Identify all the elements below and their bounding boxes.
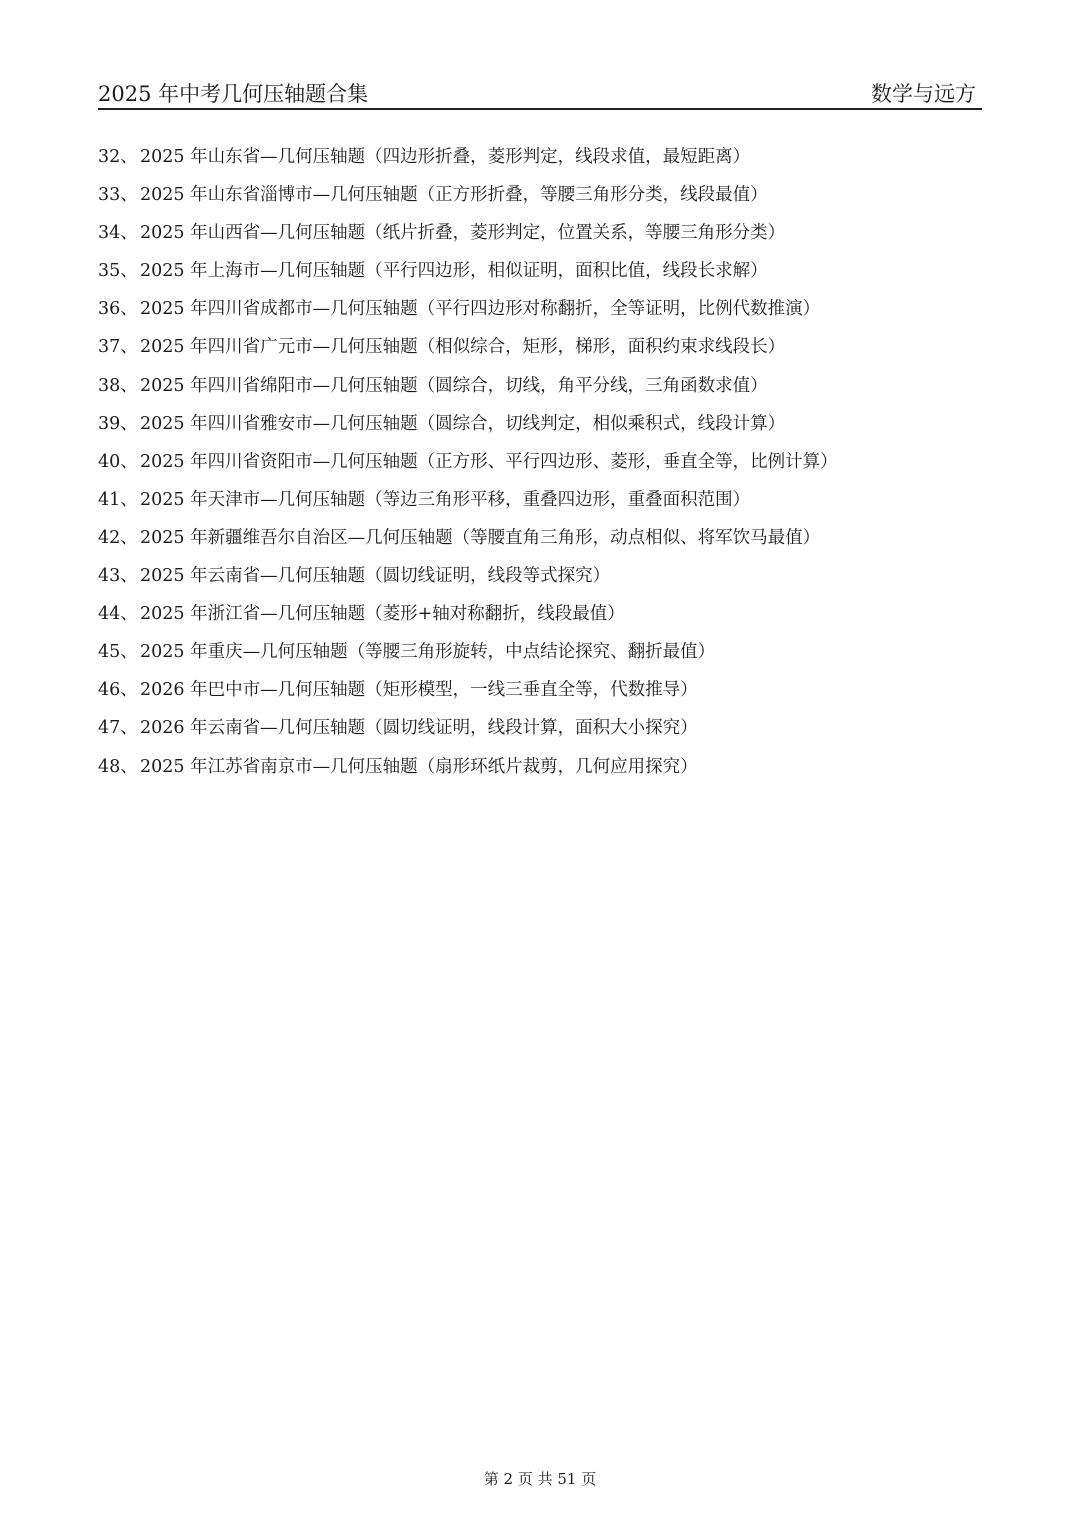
toc-item[interactable] xyxy=(98,559,978,597)
toc-item-number: 43、 xyxy=(98,566,138,587)
toc-item-title: 2025 年云南省—几何压轴题（圆切线证明，线段等式探究） xyxy=(140,566,611,587)
toc-item-number: 35、 xyxy=(98,261,138,282)
toc-item-title: 2025 年山西省—几何压轴题（纸片折叠，菱形判定，位置关系，等腰三角形分类） xyxy=(140,223,786,244)
toc-item[interactable] xyxy=(98,711,978,749)
toc-item[interactable] xyxy=(98,369,978,407)
toc-item-number: 38、 xyxy=(98,375,138,396)
toc-item-title: 2025 年四川省广元市—几何压轴题（相似综合，矩形，梯形，面积约束求线段长） xyxy=(140,337,786,358)
toc-item-title: 2025 年山东省淄博市—几何压轴题（正方形折叠，等腰三角形分类，线段最值） xyxy=(140,185,768,206)
toc-item-title: 2025 年四川省资阳市—几何压轴题（正方形、平行四边形、菱形，垂直全等，比例计算） xyxy=(140,451,838,472)
toc-item-title: 2025 年四川省成都市—几何压轴题（平行四边形对称翻折，全等证明，比例代数推演） xyxy=(140,299,821,320)
toc-item-title: 2025 年天津市—几何压轴题（等边三角形平移，重叠四边形，重叠面积范围） xyxy=(140,489,751,510)
toc-item-title: 2025 年山东省—几何压轴题（四边形折叠，菱形判定，线段求值，最短距离） xyxy=(140,147,751,167)
toc-item[interactable] xyxy=(98,521,978,559)
toc-list xyxy=(98,140,978,788)
toc-item-number: 39、 xyxy=(98,413,138,434)
toc-item-title: 2025 年浙江省—几何压轴题（菱形+轴对称翻折，线段最值） xyxy=(140,604,625,625)
toc-item-title: 2025 年四川省雅安市—几何压轴题（圆综合，切线判定，相似乘积式，线段计算） xyxy=(140,413,786,434)
toc-item[interactable] xyxy=(98,445,978,483)
toc-item-title: 2026 年云南省—几何压轴题（圆切线证明，线段计算，面积大小探究） xyxy=(140,718,698,739)
toc-item-number: 42、 xyxy=(98,527,138,548)
toc-item-number: 36、 xyxy=(98,299,138,320)
toc-item-number: 48、 xyxy=(98,756,138,777)
brand-name: 数学与远方 xyxy=(871,82,976,106)
toc-item-number: 47、 xyxy=(98,718,138,739)
toc-item-title: 2026 年巴中市—几何压轴题（矩形模型，一线三垂直全等，代数推导） xyxy=(140,680,698,701)
toc-item-number: 32、 xyxy=(98,147,138,167)
toc-item[interactable] xyxy=(98,483,978,521)
toc-item-title: 2025 年新疆维吾尔自治区—几何压轴题（等腰直角三角形，动点相似、将军饮马最值） xyxy=(140,527,821,548)
toc-item-number: 45、 xyxy=(98,642,138,663)
toc-item-title: 2025 年四川省绵阳市—几何压轴题（圆综合，切线，角平分线，三角函数求值） xyxy=(140,375,768,396)
toc-item-number: 37、 xyxy=(98,337,138,358)
toc-item[interactable] xyxy=(98,330,978,368)
toc-item[interactable] xyxy=(98,750,978,788)
toc-item-number: 33、 xyxy=(98,185,138,206)
toc-item-number: 41、 xyxy=(98,489,138,510)
toc-item-number: 44、 xyxy=(98,604,138,625)
toc-item-number: 46、 xyxy=(98,680,138,701)
toc-item[interactable] xyxy=(98,216,978,254)
toc-item[interactable] xyxy=(98,597,978,635)
toc-item[interactable] xyxy=(98,407,978,445)
toc-item[interactable] xyxy=(98,673,978,711)
toc-item[interactable] xyxy=(98,140,978,178)
page-number: 第 2 页 共 51 页 xyxy=(483,1470,597,1488)
toc-item-title: 2025 年江苏省南京市—几何压轴题（扇形环纸片裁剪，几何应用探究） xyxy=(140,756,698,777)
toc-item-title: 2025 年上海市—几何压轴题（平行四边形，相似证明，面积比值，线段长求解） xyxy=(140,261,768,282)
document-title: 2025 年中考几何压轴题合集 xyxy=(98,82,369,106)
toc-item[interactable] xyxy=(98,254,978,292)
page-header xyxy=(98,72,982,110)
toc-item-number: 34、 xyxy=(98,223,138,244)
toc-item[interactable] xyxy=(98,178,978,216)
toc-item[interactable] xyxy=(98,292,978,330)
toc-item-title: 2025 年重庆—几何压轴题（等腰三角形旋转，中点结论探究、翻折最值） xyxy=(140,642,716,663)
toc-item[interactable] xyxy=(98,635,978,673)
toc-item-number: 40、 xyxy=(98,451,138,472)
